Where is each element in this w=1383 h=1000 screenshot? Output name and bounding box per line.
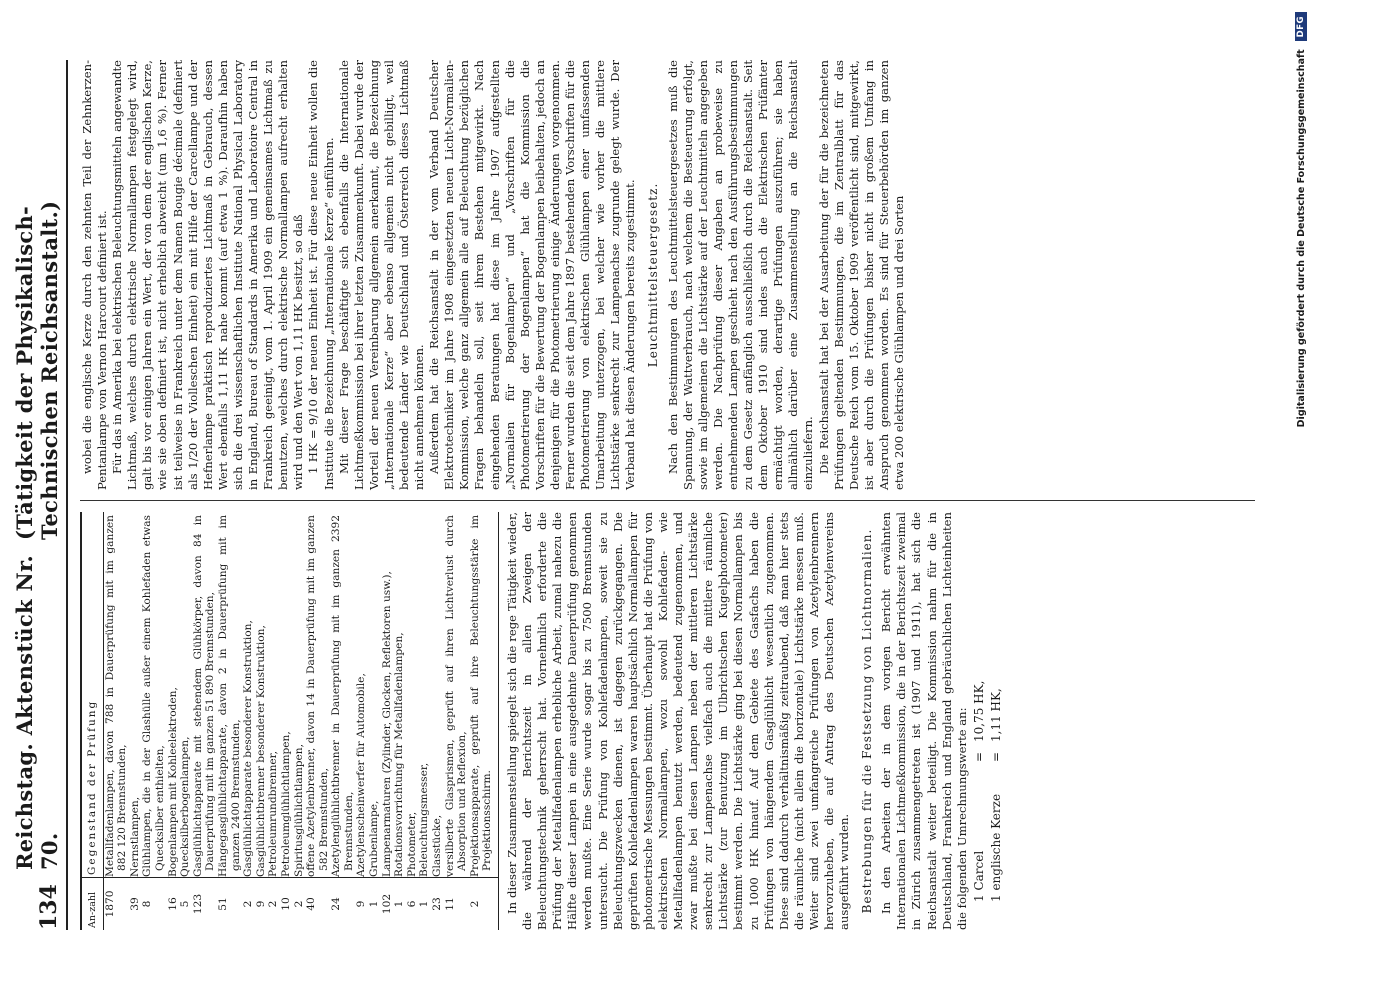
table-row [103,512,129,930]
row-subject: Beleuchtungsmesser, [418,762,431,877]
table-row [255,512,268,930]
column-divider [80,500,1255,501]
row-count: 6 [406,878,419,931]
row-subject: Rotationsvorrichtung für Metallfadenlampen, [393,632,406,877]
section-heading-steuer: Leuchtmittelsteuergesetz. [646,182,661,368]
row-subject: Gasglühlichtapparate besonderer Konstruktion, [242,620,255,877]
equation [972,512,987,902]
funding-note [1290,12,1312,992]
row-subject: offene Azetylenbrenner, davon 14 in Dauerprüfung mit im ganzen 582 Brennstunden, [305,515,330,877]
table-row [305,512,330,930]
row-subject: Petroleumglühlichtlampen, [279,731,292,877]
header-left: Reichstag. Aktenstück Nr. 70. [12,554,62,870]
row-subject: Glasstücke, [431,814,444,877]
row-subject: Lampenarmaturen (Zylinder, Glocken, Reflektoren usw.), [380,571,393,877]
equation-sign: = [988,751,1003,763]
row-subject: Petroleumrundbrenner, [267,751,280,877]
row-subject: Nernstlampen, [128,796,141,877]
dfg-logo: DFG [1295,12,1307,41]
row-count: 10 [280,878,293,931]
row-count: 123 [192,878,217,931]
paragraph: Außerdem hat die Reichsanstalt in der vom Verband Deutscher Elektrotechniker im Jahre 1908 eingesetzten neuen Licht-Normalien-Kommission, welche ganz allgemein alle auf Beleuchtung bezüglichen Fragen behandeln soll, seit ihrem Bestehen mitgewirkt. Nach eingehenden Beratungen hat diese im Jahre 1907 aufgestellten „Normalien für Bogenlampen“ und „Vorschriften für die Photometrierung der Bogenlampen“ hat die Kommission die Vorschriften für die Bewertung der Bogenlampen beibehalten, jedoch an denjenigen für die Photometrierung einige Änderungen vorgenommen. Ferner wurden die seit dem Jahre 1897 bestehenden Vorschriften für die Photometrierung von elektrischen Glühlampen einer umfassenden Umarbeitung unterzogen, bei welcher wie vorher die mittlere Lichtstärke senkrecht zur Lampenachse zugrunde gelegt wurde. Der Verband hat diesen Änderungen bereits zugestimmt. [427,60,638,490]
table-header-count: An-zahl [81,878,103,931]
row-count: 1 [393,878,406,931]
table-row [355,512,368,930]
row-subject: Bogenlampen mit Kohleelektroden, [166,687,179,877]
right-text [80,60,638,490]
table-row [406,512,419,930]
row-count: 1 [418,878,431,931]
table-row [167,512,180,930]
equation-right: 1,11 HK, [988,688,1003,742]
left-column [80,512,1004,930]
equation-right: 10,75 HK, [971,680,986,742]
row-count: 40 [305,878,330,931]
row-subject: Glühlampen, die in der Glashülle außer einem Kohlefaden etwas Quecksilber enthielten, [141,515,166,877]
table-row [192,512,217,930]
table-row [179,512,192,930]
paragraph: Für das in Amerika bei elektrischen Beleuchtungsmitteln angewandte Lichtmaß, welches durch elektrische Normallampen festgelegt wird, galt bis vor einigen Jahren ein Wert, der von dem der englischen Kerze, wie sie oben definiert ist, nicht erheblich abweicht (um 1,6 %). Ferner ist teilweise in Frankreich unter dem Namen Bougie décimale (definiert als 1/20 der Violleschen Einheit) ein mit Hilfe der Carcellampe und der Hefnerlampe praktisch reproduziertes Lichtmaß in Gebrauch, dessen Wert ebenfalls 1,11 HK nahe kommt (auf etwa 1 %). Daraufhin haben sich die drei wissenschaftlichen Institute National Physical Laboratory in England, Bureau of Standards in Amerika und Laboratoire Central in Frankreich geeinigt, vom 1. April 1909 ein gemeinsames Lichtmaß zu benutzen, welches durch elektrische Normallampen aufrecht erhalten wird und den Wert von 1,11 HK besitzt, so daß [110,60,306,490]
row-subject: Azetylenglühlichtbrenner in Dauerprüfung mit im ganzen 2392 Brennstunden, [330,515,355,877]
table-header-subject: Gegenstand der Prüfung [81,512,103,878]
row-count: 16 [167,878,180,931]
equation-sign: = [971,751,986,763]
table-row [431,512,444,930]
paragraph: wobei die englische Kerze durch den zehnten Teil der Zehnkerzen-Pentanlampe von Vernon Harcourt definiert ist. [80,60,110,490]
normalien-paragraph: In den Arbeiten der in dem vorigen Bericht erwähnten Internationalen Lichtmeßkommission, die in der Berichtszeit zweimal in Zürich zusammengetreten ist (1907 und 1911), hat sich die Reichsanstalt weiter beteiligt. Die Kommission nahm für die in Deutschland, Frankreich und England gebräuchlichen Lichteinheiten die folgenden Umrechnungswerte an: [879,512,969,930]
table-row [141,512,166,930]
row-subject: Grubenlampe, [368,800,381,877]
row-count: 24 [330,878,355,931]
equation [989,512,1004,902]
paragraph: Nach den Bestimmungen des Leuchtmittelsteuergesetzes muß die Spannung, der Wattverbrauch, nach welchem die Besteuerung erfolgt, sowie im allgemeinen die Lichtstärke auf der Leuchtmitteln angegeben werden. Die Nachprüfung dieser Angaben an probeweise zu entnehmenden Lampen geschieht nach den Ausführungsbestimmungen zu dem Gesetz anfänglich ausschließlich durch die Reichsanstalt. Seit dem Oktober 1910 sind indes auch die Elektrischen Prüfämter ermächtigt worden, derartige Prüfungen auszuführen; sie haben allmählich darüber eine Zusammenstellung an die Reichsanstalt einzuliefern. [665,60,816,490]
row-count: 9 [255,878,268,931]
row-count: 102 [381,878,394,931]
row-subject: Metallfadenlampen, davon 788 in Dauerprüfung mit im ganzen 882 120 Brennstunden, [103,515,129,877]
equations [972,512,1004,930]
table-row [242,512,255,930]
paragraph: 1 HK = 9/10 der neuen Einheit ist. Für diese neue Einheit wollen die Institute die Bezeichnung „Internationale Kerze“ einführen. [306,60,336,490]
row-subject: Projektionsapparate, geprüft auf ihre Beleuchtungsstärke im Projektionsschirm. [469,512,499,878]
table-row [381,512,394,930]
funding-text: Digitalisierung gefördert durch die Deutsche Forschungsgemeinschaft [1295,49,1307,428]
page-number: 134 [36,884,62,930]
row-subject: Photometer, [405,811,418,877]
row-count: 1 [368,878,381,931]
row-subject: Hängegasglühlichtapparate, davon 2 in Dauerprüfung mit im ganzen 2400 Brennstunden, [216,515,242,877]
paragraph: In dieser Zusammenstellung spiegelt sich die rege Tätigkeit wieder, die während der Berichtszeit in allen Zweigen der Beleuchtungstechnik geherrscht hat. Vornehmlich erforderte die Prüfung der Metallfadenlampen erhebliche Arbeit, zumal nahezu die Hälfte dieser Lampen in eine ausgedehnte Dauerprüfung genommen werden mußte. Eine Serie wurde sogar bis zu 7500 Brennstunden untersucht. Die Prüfung von Kohlefadenlampen, soweit sie zu Beleuchtungszwecken dienen, ist dagegen zurückgegangen. Die geprüften Kohlefadenlampen waren hauptsächlich Normallampen für photometrische Messungen bestimmt. Überhaupt hat die Prüfung von elektrischen Normallampen, wozu sowohl Kohlefaden- wie Metallfadenlampen benutzt werden, bedeutend zugenommen, und zwar mußte bei diesen Lampen neben der mittleren Lichtstärke senkrecht zur Lampenachse vielfach auch die mittlere räumliche Lichtstärke (zur Benutzung im Ulbrichtschen Kugelphotometer) bestimmt werden. Die Lichtstärke ging bei diesen Normallampen bis zu 1000 HK hinauf. Auf dem Gebiete des Gasfachs haben die Prüfungen von hängendem Gasglühlicht wesentlich zugenommen. Diese sind dadurch verhältnismäßig zeitraubend, daß man hier stets die räumliche (nicht allein die horizontale) Lichtstärke messen muß. Weiter sind zwei umfangreiche Prüfungen von Azetylenbrennern hervorzuheben, die auf Antrag des Deutschen Azetylenvereins ausgeführt wurden. [505,512,852,930]
page-content [12,60,1260,930]
right-column [80,60,907,490]
row-count: 23 [431,878,444,931]
row-subject: Gasglühlichtbrenner besonderer Konstruktion, [254,625,267,877]
section-heading-normalien: Bestrebungen für die Festsetzung von Lichtnormalien. [860,528,875,914]
row-count: 11 [444,878,469,931]
table-row [293,512,306,930]
row-count: 2 [293,878,306,931]
row-count: 39 [129,878,142,931]
table-row [267,512,280,930]
left-text [505,512,852,930]
row-subject: versilberte Glasprismen, geprüft auf ihren Lichtverlust durch Absorption und Reflexion, [443,515,469,877]
row-count: 1870 [103,878,129,931]
row-subject: Azetylenscheinwerfer für Automobile, [355,673,368,877]
right-text-2 [666,60,908,490]
paragraph: Mit dieser Frage beschäftigte sich ebenfalls die Internationale Lichtmeßkommission bei ihrer letzten Zusammenkunft. Dabei wurde der Vorteil der neuen Vereinbarung allgemein anerkannt, die Bezeichnung „Internationale Kerze“ aber ebenso allgemein nicht gebilligt, weil bedeutende Länder wie Deutschland und Österreich dieses Lichtmaß nicht annehmen können. [336,60,427,490]
table-row [469,512,499,930]
row-count: 51 [217,878,242,931]
row-count: 2 [242,878,255,931]
row-count: 2 [267,878,280,931]
table-row [129,512,142,930]
row-subject: Quecksilberbogenlampen, [179,736,192,877]
paragraph: Die Reichsanstalt hat bei der Ausarbeitung der für die bezeichneten Prüfungen geltenden Bestimmungen, die im Zentralblatt für das Deutsche Reich vom 15. Oktober 1909 veröffentlicht sind, mitgewirkt, ist aber durch die Prüfungen bisher nicht in großem Umfang in Anspruch genommen worden. Es sind für Steuerbehörden im ganzen etwa 200 elektrische Glühlampen und drei Sorten [816,60,906,490]
row-subject: Gasglühlichtapparate mit stehendem Glühkörper, davon 84 in Dauerprüfung mit im ganzen 51 890 Brennstunden, [191,515,217,877]
row-count: 2 [469,878,499,931]
table-row [280,512,293,930]
row-count: 5 [179,878,192,931]
row-subject: Spiritusglühlichtlampen, [292,744,305,877]
row-count: 9 [355,878,368,931]
table-row [330,512,355,930]
equation-left: 1 englische Kerze [988,793,1003,902]
test-table [80,512,499,930]
table-row [418,512,431,930]
table-row [393,512,406,930]
row-count: 8 [141,878,166,931]
table-row [217,512,242,930]
equation-left: 1 Carcel [971,850,986,902]
table-row [444,512,469,930]
table-row [368,512,381,930]
header-title: (Tätigkeit der Physikalisch-Technischen Reichsanstalt.) [12,200,62,540]
page-header [12,60,68,930]
